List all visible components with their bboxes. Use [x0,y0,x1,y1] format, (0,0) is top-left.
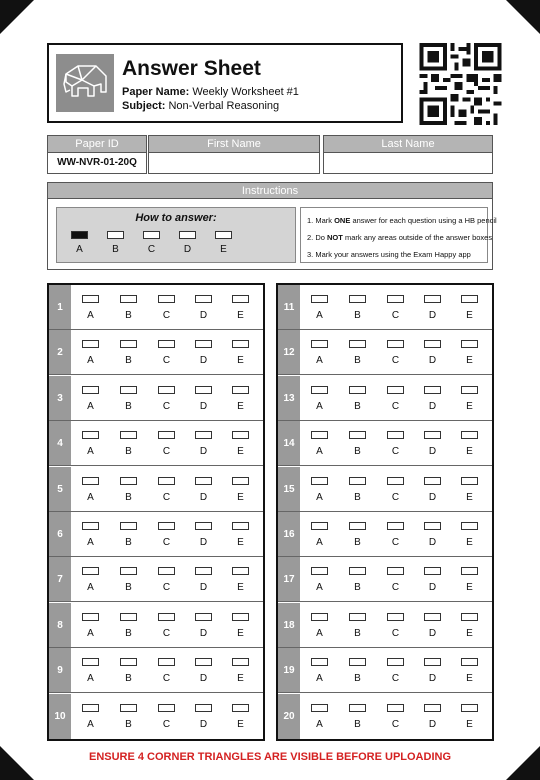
subject-line [122,100,279,113]
answer-bubble-16-b[interactable] [349,522,366,530]
answer-letter-b: B [125,673,132,685]
first-name-box [148,135,320,174]
answer-bubble-6-d[interactable] [195,522,212,530]
answer-letter-c: C [162,400,171,412]
question-row-4 [49,421,263,466]
question-number: 15 [278,467,300,511]
question-row-17 [278,557,492,602]
answer-letter-d: D [428,400,437,412]
answer-bubble-8-e[interactable] [232,613,249,621]
answer-bubble-16-a[interactable] [311,522,328,530]
rule-1: 1. Mark ONE answer for each question using a HB pencil [307,216,497,225]
answer-letter-b: B [125,310,132,321]
how-to-answer-title: How to answer: [135,212,217,224]
answer-letter-d: D [428,627,437,639]
answer-bubble-2-b[interactable] [120,340,137,348]
page-title: Answer Sheet [122,57,261,80]
answer-letter-b: B [354,627,361,639]
answer-letter-b: B [125,582,132,594]
answer-bubble-14-a[interactable] [311,431,328,439]
answer-bubble-16-c[interactable] [387,522,404,530]
question-number: 13 [278,376,300,420]
upload-warning: ENSURE 4 CORNER TRIANGLES ARE VISIBLE BEFORE UPLOADING [88,751,452,763]
answer-bubble-8-b[interactable] [120,613,137,621]
question-number: 4 [49,421,71,465]
answer-letter-b: B [354,310,361,321]
answer-letter-c: C [162,310,171,321]
question-number: 5 [49,467,71,511]
answer-letter-e: E [466,582,473,594]
answer-bubble-9-e[interactable] [232,658,249,666]
answer-letter-e: E [466,400,473,412]
answer-letter-a: A [316,673,323,685]
question-number: 1 [49,285,71,329]
answer-bubble-13-a[interactable] [311,386,328,394]
question-number: 8 [49,603,71,647]
question-row-7 [49,557,263,602]
answer-letter-e: E [237,310,244,321]
example-bubble-d [179,231,196,239]
answer-bubble-19-a[interactable] [311,658,328,666]
answer-letter-b: B [354,537,361,548]
header-box [47,43,403,123]
answer-bubble-11-a[interactable] [311,295,328,303]
answer-bubble-4-e[interactable] [232,431,249,439]
answer-letter-c: C [391,627,400,639]
answer-bubble-10-a[interactable] [82,704,99,712]
answer-bubble-20-e[interactable] [461,704,478,712]
answer-letter-e: E [466,355,473,367]
answer-bubble-12-b[interactable] [349,340,366,348]
answer-letter-b: B [354,718,361,730]
example-letter-b: B [112,244,119,255]
answer-letter-c: C [162,673,171,685]
answer-letter-e: E [466,446,473,458]
answer-letter-a: A [87,491,94,503]
answer-letter-d: D [199,718,208,730]
answer-bubble-3-d[interactable] [195,386,212,394]
answer-letter-d: D [199,627,208,639]
answer-letter-d: D [199,582,208,594]
answer-bubble-7-d[interactable] [195,567,212,575]
answer-letter-b: B [354,355,361,367]
answer-bubble-20-b[interactable] [349,704,366,712]
answer-bubble-14-d[interactable] [424,431,441,439]
answer-letter-a: A [316,491,323,503]
how-to-answer-example [56,207,296,263]
example-bubble-c [143,231,160,239]
answer-bubble-15-c[interactable] [387,477,404,485]
answer-letter-c: C [162,491,171,503]
question-row-12 [278,330,492,375]
answer-letter-c: C [391,355,400,367]
answer-letter-a: A [316,718,323,730]
question-number: 3 [49,376,71,420]
example-bubble-e [215,231,232,239]
answer-bubble-3-c[interactable] [158,386,175,394]
answer-letter-d: D [428,491,437,503]
answer-letter-d: D [199,400,208,412]
question-row-8 [49,603,263,648]
answer-bubble-1-d[interactable] [195,295,212,303]
answer-bubble-7-a[interactable] [82,567,99,575]
question-row-20 [278,694,492,739]
rule-3: 3. Mark your answers using the Exam Happy app [307,250,471,259]
answer-bubble-5-d[interactable] [195,477,212,485]
answer-bubble-7-c[interactable] [158,567,175,575]
rules-list [300,207,497,263]
question-row-14 [278,421,492,466]
answer-letter-d: D [428,355,437,367]
question-number: 2 [49,330,71,374]
answer-bubble-17-b[interactable] [349,567,366,575]
answer-letter-d: D [199,446,208,458]
answer-bubble-17-a[interactable] [311,567,328,575]
answer-letter-c: C [391,537,400,548]
answer-bubble-8-d[interactable] [195,613,212,621]
answer-bubble-7-e[interactable] [232,567,249,575]
answer-bubble-12-a[interactable] [311,340,328,348]
answer-bubble-5-c[interactable] [158,477,175,485]
answer-bubble-11-e[interactable] [461,295,478,303]
last-name-field[interactable] [324,153,492,173]
answer-bubble-8-c[interactable] [158,613,175,621]
question-row-13 [278,376,492,421]
example-bubble-b [107,231,124,239]
question-panel-left [47,283,265,741]
question-row-5 [49,467,263,512]
answer-letter-e: E [237,582,244,594]
example-letter-c: C [147,244,156,255]
rule-2: 2. Do NOT mark any areas outside of the answer boxes [307,233,493,242]
answer-bubble-9-a[interactable] [82,658,99,666]
answer-letter-c: C [162,537,171,548]
answer-letter-a: A [316,446,323,458]
answer-letter-d: D [199,673,208,685]
answer-bubble-3-a[interactable] [82,386,99,394]
example-bubble-a [71,231,88,239]
answer-bubble-10-b[interactable] [120,704,137,712]
answer-bubble-17-c[interactable] [387,567,404,575]
answer-bubble-1-b[interactable] [120,295,137,303]
answer-bubble-18-e[interactable] [461,613,478,621]
first-name-field[interactable] [149,153,319,173]
answer-letter-a: A [87,582,94,594]
answer-bubble-4-c[interactable] [158,431,175,439]
question-row-9 [49,648,263,693]
first-name-label: First Name [149,136,319,153]
example-letter-a: A [76,244,83,255]
paper-id-label: Paper ID [48,136,146,153]
answer-letter-c: C [162,627,171,639]
corner-triangle-top-right [506,0,540,34]
answer-letter-a: A [87,446,94,458]
question-number: 6 [49,512,71,556]
answer-letter-c: C [391,718,400,730]
question-row-18 [278,603,492,648]
answer-bubble-8-a[interactable] [82,613,99,621]
answer-letter-d: D [199,355,208,367]
answer-letter-d: D [428,310,437,321]
instructions-title: Instructions [48,183,492,199]
question-row-6 [49,512,263,557]
answer-bubble-19-d[interactable] [424,658,441,666]
answer-letter-b: B [125,446,132,458]
paper-name-label: Paper Name: [122,86,190,98]
question-number: 16 [278,512,300,556]
answer-bubble-10-c[interactable] [158,704,175,712]
question-number: 7 [49,557,71,601]
answer-letter-b: B [125,400,132,412]
answer-letter-c: C [162,446,171,458]
question-number: 10 [49,694,71,739]
question-row-11 [278,285,492,330]
question-number: 11 [278,285,300,329]
answer-bubble-1-c[interactable] [158,295,175,303]
answer-bubble-13-e[interactable] [461,386,478,394]
question-number: 14 [278,421,300,465]
answer-letter-d: D [428,537,437,548]
last-name-label: Last Name [324,136,492,153]
answer-bubble-13-b[interactable] [349,386,366,394]
answer-letter-c: C [391,310,400,321]
answer-letter-d: D [428,582,437,594]
answer-letter-d: D [199,491,208,503]
answer-letter-c: C [391,400,400,412]
answer-bubble-2-c[interactable] [158,340,175,348]
answer-letter-b: B [125,627,132,639]
answer-bubble-4-b[interactable] [120,431,137,439]
question-number: 12 [278,330,300,374]
answer-bubble-19-e[interactable] [461,658,478,666]
answer-letter-a: A [316,627,323,639]
answer-bubble-15-d[interactable] [424,477,441,485]
answer-bubble-13-c[interactable] [387,386,404,394]
answer-bubble-7-b[interactable] [120,567,137,575]
elephant-icon [56,54,114,112]
answer-bubble-15-e[interactable] [461,477,478,485]
answer-letter-a: A [87,400,94,412]
answer-bubble-2-d[interactable] [195,340,212,348]
answer-bubble-18-a[interactable] [311,613,328,621]
answer-bubble-14-e[interactable] [461,431,478,439]
answer-letter-d: D [428,718,437,730]
answer-bubble-10-d[interactable] [195,704,212,712]
answer-letter-a: A [316,537,323,548]
answer-bubble-19-b[interactable] [349,658,366,666]
answer-letter-c: C [391,582,400,594]
answer-bubble-3-e[interactable] [232,386,249,394]
answer-bubble-9-d[interactable] [195,658,212,666]
example-letter-d: D [183,244,192,255]
question-row-1 [49,285,263,330]
answer-bubble-15-a[interactable] [311,477,328,485]
question-number: 17 [278,557,300,601]
answer-letter-c: C [162,718,171,730]
paper-id-box [47,135,147,174]
paper-id-value: WW-NVR-01-20Q [57,157,137,168]
answer-letter-b: B [354,400,361,412]
answer-bubble-6-a[interactable] [82,522,99,530]
answer-bubble-6-e[interactable] [232,522,249,530]
answer-letter-e: E [466,537,473,548]
answer-bubble-9-b[interactable] [120,658,137,666]
answer-letter-a: A [87,310,94,321]
answer-letter-e: E [237,673,244,685]
answer-letter-b: B [125,718,132,730]
question-row-19 [278,648,492,693]
answer-bubble-2-e[interactable] [232,340,249,348]
question-number: 18 [278,603,300,647]
answer-letter-a: A [87,673,94,685]
answer-letter-b: B [125,491,132,503]
answer-bubble-6-c[interactable] [158,522,175,530]
answer-bubble-11-c[interactable] [387,295,404,303]
answer-letter-a: A [87,718,94,730]
answer-bubble-13-d[interactable] [424,386,441,394]
answer-bubble-2-a[interactable] [82,340,99,348]
answer-bubble-20-c[interactable] [387,704,404,712]
answer-bubble-20-d[interactable] [424,704,441,712]
answer-bubble-12-d[interactable] [424,340,441,348]
last-name-box [323,135,493,174]
question-number: 19 [278,648,300,692]
answer-letter-e: E [237,355,244,367]
answer-bubble-18-b[interactable] [349,613,366,621]
question-row-16 [278,512,492,557]
answer-bubble-6-b[interactable] [120,522,137,530]
qr-code-icon [418,43,503,125]
answer-letter-a: A [316,582,323,594]
answer-letter-c: C [391,446,400,458]
answer-letter-a: A [316,310,323,321]
answer-letter-e: E [237,491,244,503]
answer-bubble-14-c[interactable] [387,431,404,439]
answer-bubble-10-e[interactable] [232,704,249,712]
answer-letter-e: E [237,718,244,730]
answer-bubble-17-d[interactable] [424,567,441,575]
answer-letter-b: B [354,582,361,594]
subject-label: Subject: [122,100,166,112]
answer-letter-e: E [237,537,244,548]
question-number: 20 [278,694,300,739]
answer-letter-e: E [466,718,473,730]
answer-letter-a: A [316,400,323,412]
answer-bubble-5-e[interactable] [232,477,249,485]
answer-letter-b: B [354,673,361,685]
question-row-2 [49,330,263,375]
answer-bubble-16-d[interactable] [424,522,441,530]
answer-letter-e: E [466,491,473,503]
example-letter-e: E [220,244,227,255]
answer-letter-d: D [428,446,437,458]
answer-letter-a: A [87,355,94,367]
paper-name-value: Weekly Worksheet #1 [192,86,299,98]
answer-bubble-18-d[interactable] [424,613,441,621]
answer-letter-c: C [162,355,171,367]
answer-letter-c: C [391,673,400,685]
answer-letter-d: D [199,310,208,321]
question-row-10 [49,694,263,739]
answer-letter-c: C [391,491,400,503]
answer-bubble-14-b[interactable] [349,431,366,439]
corner-triangle-top-left [0,0,34,34]
answer-bubble-17-e[interactable] [461,567,478,575]
answer-letter-e: E [237,446,244,458]
question-panel-right [276,283,494,741]
question-number: 9 [49,648,71,692]
answer-bubble-5-b[interactable] [120,477,137,485]
question-row-3 [49,376,263,421]
answer-bubble-11-d[interactable] [424,295,441,303]
answer-letter-e: E [237,400,244,412]
answer-bubble-1-e[interactable] [232,295,249,303]
answer-letter-e: E [466,673,473,685]
answer-letter-b: B [125,537,132,548]
answer-letter-e: E [466,627,473,639]
answer-bubble-19-c[interactable] [387,658,404,666]
answer-letter-e: E [237,627,244,639]
answer-bubble-12-c[interactable] [387,340,404,348]
answer-letter-d: D [199,537,208,548]
answer-bubble-16-e[interactable] [461,522,478,530]
subject-value: Non-Verbal Reasoning [168,100,280,112]
answer-bubble-18-c[interactable] [387,613,404,621]
answer-letter-b: B [125,355,132,367]
answer-bubble-9-c[interactable] [158,658,175,666]
answer-letter-b: B [354,491,361,503]
instructions-box [47,182,497,270]
answer-bubble-3-b[interactable] [120,386,137,394]
answer-letter-e: E [466,310,473,321]
paper-name-line [122,86,299,99]
answer-bubble-4-a[interactable] [82,431,99,439]
answer-letter-b: B [354,446,361,458]
answer-bubble-4-d[interactable] [195,431,212,439]
answer-bubble-20-a[interactable] [311,704,328,712]
answer-letter-a: A [87,537,94,548]
answer-bubble-5-a[interactable] [82,477,99,485]
answer-letter-a: A [316,355,323,367]
answer-bubble-12-e[interactable] [461,340,478,348]
answer-bubble-11-b[interactable] [349,295,366,303]
answer-letter-a: A [87,627,94,639]
answer-letter-c: C [162,582,171,594]
answer-bubble-15-b[interactable] [349,477,366,485]
question-row-15 [278,467,492,512]
answer-bubble-1-a[interactable] [82,295,99,303]
answer-letter-d: D [428,673,437,685]
